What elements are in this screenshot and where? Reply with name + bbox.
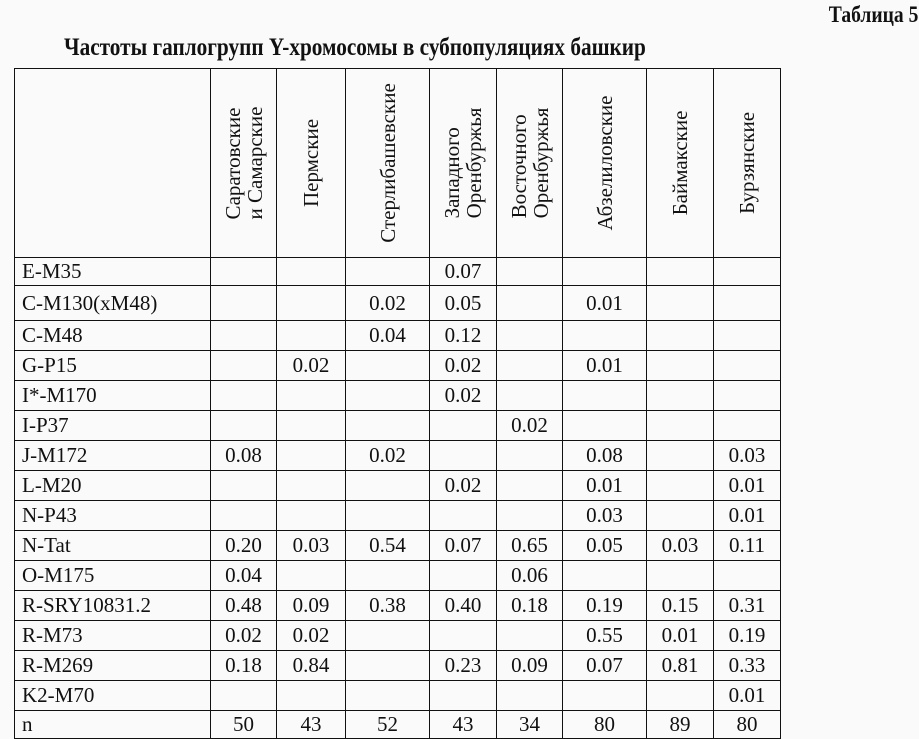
- column-header-line: и Самарские: [242, 106, 267, 220]
- table-cell: 0.11: [714, 531, 781, 561]
- table-cell: [647, 411, 714, 441]
- row-label: J-M172: [15, 441, 211, 471]
- table-cell: 0.02: [430, 351, 497, 381]
- table-cell: [563, 381, 647, 411]
- table-cell: [714, 561, 781, 591]
- table-cell: 0.02: [277, 621, 346, 651]
- table-cell: [277, 381, 346, 411]
- table-cell: [647, 286, 714, 321]
- row-label: N-Tat: [15, 531, 211, 561]
- table-cell: [497, 381, 563, 411]
- table-cell: 0.18: [211, 651, 277, 681]
- table-cell: 0.02: [430, 471, 497, 501]
- table-cell: [430, 501, 497, 531]
- column-header-label: [508, 108, 552, 219]
- table-row: [15, 531, 781, 561]
- table-cell: 0.05: [563, 531, 647, 561]
- table-cell: 0.01: [563, 351, 647, 381]
- column-header: [563, 69, 647, 258]
- table-cell: [346, 471, 430, 501]
- table-cell: [497, 351, 563, 381]
- table-cell: [277, 286, 346, 321]
- table-cell: [346, 351, 430, 381]
- table-row: [15, 621, 781, 651]
- table-cell: 0.01: [647, 621, 714, 651]
- table-row: [15, 441, 781, 471]
- row-label: E-M35: [15, 258, 211, 286]
- table-cell: [277, 258, 346, 286]
- column-header-label: [222, 107, 266, 220]
- table-cell: [430, 441, 497, 471]
- table-row: [15, 561, 781, 591]
- row-label: R-M269: [15, 651, 211, 681]
- row-label: R-M73: [15, 621, 211, 651]
- table-cell: 43: [430, 711, 497, 739]
- table-row: [15, 651, 781, 681]
- table-cell: [497, 501, 563, 531]
- table-cell: 0.33: [714, 651, 781, 681]
- table-cell: [277, 501, 346, 531]
- column-header: [647, 69, 714, 258]
- table-cell: [346, 381, 430, 411]
- table-cell: [277, 561, 346, 591]
- table-cell: 0.06: [497, 561, 563, 591]
- table-cell: 0.03: [647, 531, 714, 561]
- table-cell: 50: [211, 711, 277, 739]
- table-cell: [563, 561, 647, 591]
- column-header-label: [441, 108, 485, 219]
- table-cell: [647, 681, 714, 711]
- column-header-line: Саратовские: [220, 107, 245, 220]
- table-cell: [714, 286, 781, 321]
- table-cell: 0.07: [430, 258, 497, 286]
- table-cell: [211, 258, 277, 286]
- table-cell: [430, 681, 497, 711]
- table-cell: [211, 286, 277, 321]
- table-cell: 0.38: [346, 591, 430, 621]
- table-cell: 0.04: [211, 561, 277, 591]
- column-header-line: Оренбуржья: [462, 107, 486, 219]
- table-cell: 0.23: [430, 651, 497, 681]
- column-header-line: Абзелиловские: [592, 95, 617, 231]
- header-corner: [15, 69, 211, 258]
- table-cell: 0.03: [277, 531, 346, 561]
- table-row: [15, 411, 781, 441]
- table-cell: 0.03: [714, 441, 781, 471]
- row-label: O-M175: [15, 561, 211, 591]
- table-cell: 0.02: [497, 411, 563, 441]
- row-label: N-P43: [15, 501, 211, 531]
- table-cell: [346, 258, 430, 286]
- table-cell: 43: [277, 711, 346, 739]
- column-header-label: [736, 112, 758, 214]
- row-label: C-M130(xM48): [15, 286, 211, 321]
- table-cell: [346, 561, 430, 591]
- table-row: [15, 471, 781, 501]
- table-cell: [211, 471, 277, 501]
- table-cell: 0.09: [497, 651, 563, 681]
- table-label: Таблица 5: [828, 2, 918, 27]
- table-cell: 0.01: [563, 286, 647, 321]
- haplogroup-table: [14, 68, 781, 739]
- column-header: [430, 69, 497, 258]
- table-cell: [211, 351, 277, 381]
- table-row: [15, 501, 781, 531]
- table-cell: [497, 681, 563, 711]
- table-cell: 0.02: [346, 441, 430, 471]
- column-header-label: [300, 119, 322, 207]
- table-cell: [497, 286, 563, 321]
- table-row: [15, 711, 781, 739]
- table-cell: [277, 681, 346, 711]
- table-cell: 0.01: [714, 471, 781, 501]
- row-label: C-M48: [15, 321, 211, 351]
- column-header-line: Оренбуржья: [528, 107, 553, 219]
- column-header-line: Бурзянские: [735, 111, 759, 215]
- table-cell: 89: [647, 711, 714, 739]
- table-cell: [647, 321, 714, 351]
- table-cell: 0.07: [563, 651, 647, 681]
- row-label: L-M20: [15, 471, 211, 501]
- table-cell: 0.09: [277, 591, 346, 621]
- row-label: I-P37: [15, 411, 211, 441]
- table-cell: [563, 258, 647, 286]
- column-header-line: Баймакские: [668, 110, 692, 216]
- table-cell: 0.19: [714, 621, 781, 651]
- column-header-line: Восточного: [506, 114, 531, 219]
- table-row: [15, 681, 781, 711]
- table-cell: 0.18: [497, 591, 563, 621]
- table-cell: 0.54: [346, 531, 430, 561]
- table-cell: [647, 501, 714, 531]
- table-cell: [497, 471, 563, 501]
- table-cell: [647, 561, 714, 591]
- column-header: [211, 69, 277, 258]
- table-cell: 0.12: [430, 321, 497, 351]
- table-cell: 0.20: [211, 531, 277, 561]
- table-title: Частоты гаплогрупп Y-хромосомы в субпопуляциях башкир: [64, 34, 646, 61]
- table-cell: 0.81: [647, 651, 714, 681]
- table-cell: [211, 681, 277, 711]
- table-cell: [277, 321, 346, 351]
- row-label: n: [15, 711, 211, 739]
- table-cell: [714, 381, 781, 411]
- table-cell: 0.19: [563, 591, 647, 621]
- table-cell: 0.03: [563, 501, 647, 531]
- table-cell: [563, 321, 647, 351]
- table-row: [15, 258, 781, 286]
- table-cell: 0.08: [211, 441, 277, 471]
- table-row: [15, 381, 781, 411]
- table-cell: 34: [497, 711, 563, 739]
- table-cell: 0.07: [430, 531, 497, 561]
- table-cell: 80: [714, 711, 781, 739]
- column-header-line: Стерлибашевские: [375, 83, 400, 243]
- table-cell: [563, 411, 647, 441]
- table-cell: [430, 621, 497, 651]
- table-cell: 0.48: [211, 591, 277, 621]
- row-label: I*-M170: [15, 381, 211, 411]
- header-row: [15, 69, 781, 258]
- table-cell: 0.04: [346, 321, 430, 351]
- table-cell: 0.02: [277, 351, 346, 381]
- table-cell: 52: [346, 711, 430, 739]
- table-cell: [714, 351, 781, 381]
- table-cell: 0.01: [714, 501, 781, 531]
- table-cell: 0.08: [563, 441, 647, 471]
- row-label: G-P15: [15, 351, 211, 381]
- table-cell: [430, 561, 497, 591]
- table-cell: [647, 258, 714, 286]
- table-cell: [346, 411, 430, 441]
- table-cell: [277, 471, 346, 501]
- table-cell: [563, 681, 647, 711]
- table-cell: [497, 321, 563, 351]
- table-cell: [647, 351, 714, 381]
- column-header-line: Западного: [440, 127, 464, 219]
- table-cell: [346, 651, 430, 681]
- table-cell: 0.55: [563, 621, 647, 651]
- table-cell: [211, 411, 277, 441]
- table-cell: [714, 321, 781, 351]
- table-cell: [346, 621, 430, 651]
- table-cell: 0.31: [714, 591, 781, 621]
- column-header-label: [377, 83, 399, 243]
- table-cell: 0.01: [714, 681, 781, 711]
- table-cell: 0.40: [430, 591, 497, 621]
- table-cell: [277, 441, 346, 471]
- column-header-line: Пермские: [299, 118, 323, 208]
- table-cell: 0.02: [211, 621, 277, 651]
- table-cell: 0.02: [346, 286, 430, 321]
- table-cell: [497, 441, 563, 471]
- table-cell: [647, 381, 714, 411]
- table-row: [15, 351, 781, 381]
- table-cell: [647, 441, 714, 471]
- column-header: [277, 69, 346, 258]
- column-header: [714, 69, 781, 258]
- row-label: K2-M70: [15, 681, 211, 711]
- table-cell: [647, 471, 714, 501]
- table-cell: [277, 411, 346, 441]
- column-header-label: [669, 111, 691, 216]
- table-cell: 0.65: [497, 531, 563, 561]
- table-cell: 0.02: [430, 381, 497, 411]
- table-row: [15, 591, 781, 621]
- column-header-label: [594, 96, 616, 231]
- table-cell: [497, 621, 563, 651]
- row-label: R-SRY10831.2: [15, 591, 211, 621]
- column-header: [497, 69, 563, 258]
- table-cell: [211, 381, 277, 411]
- table-cell: [714, 258, 781, 286]
- table-cell: 0.15: [647, 591, 714, 621]
- table-cell: [346, 501, 430, 531]
- column-header: [346, 69, 430, 258]
- table-cell: [430, 411, 497, 441]
- table-cell: [346, 681, 430, 711]
- table-cell: [211, 321, 277, 351]
- table-cell: 0.05: [430, 286, 497, 321]
- table-row: [15, 321, 781, 351]
- table-cell: 80: [563, 711, 647, 739]
- table-cell: [497, 258, 563, 286]
- table-cell: 0.84: [277, 651, 346, 681]
- table-row: [15, 286, 781, 321]
- table-cell: [211, 501, 277, 531]
- table-cell: [714, 411, 781, 441]
- table-cell: 0.01: [563, 471, 647, 501]
